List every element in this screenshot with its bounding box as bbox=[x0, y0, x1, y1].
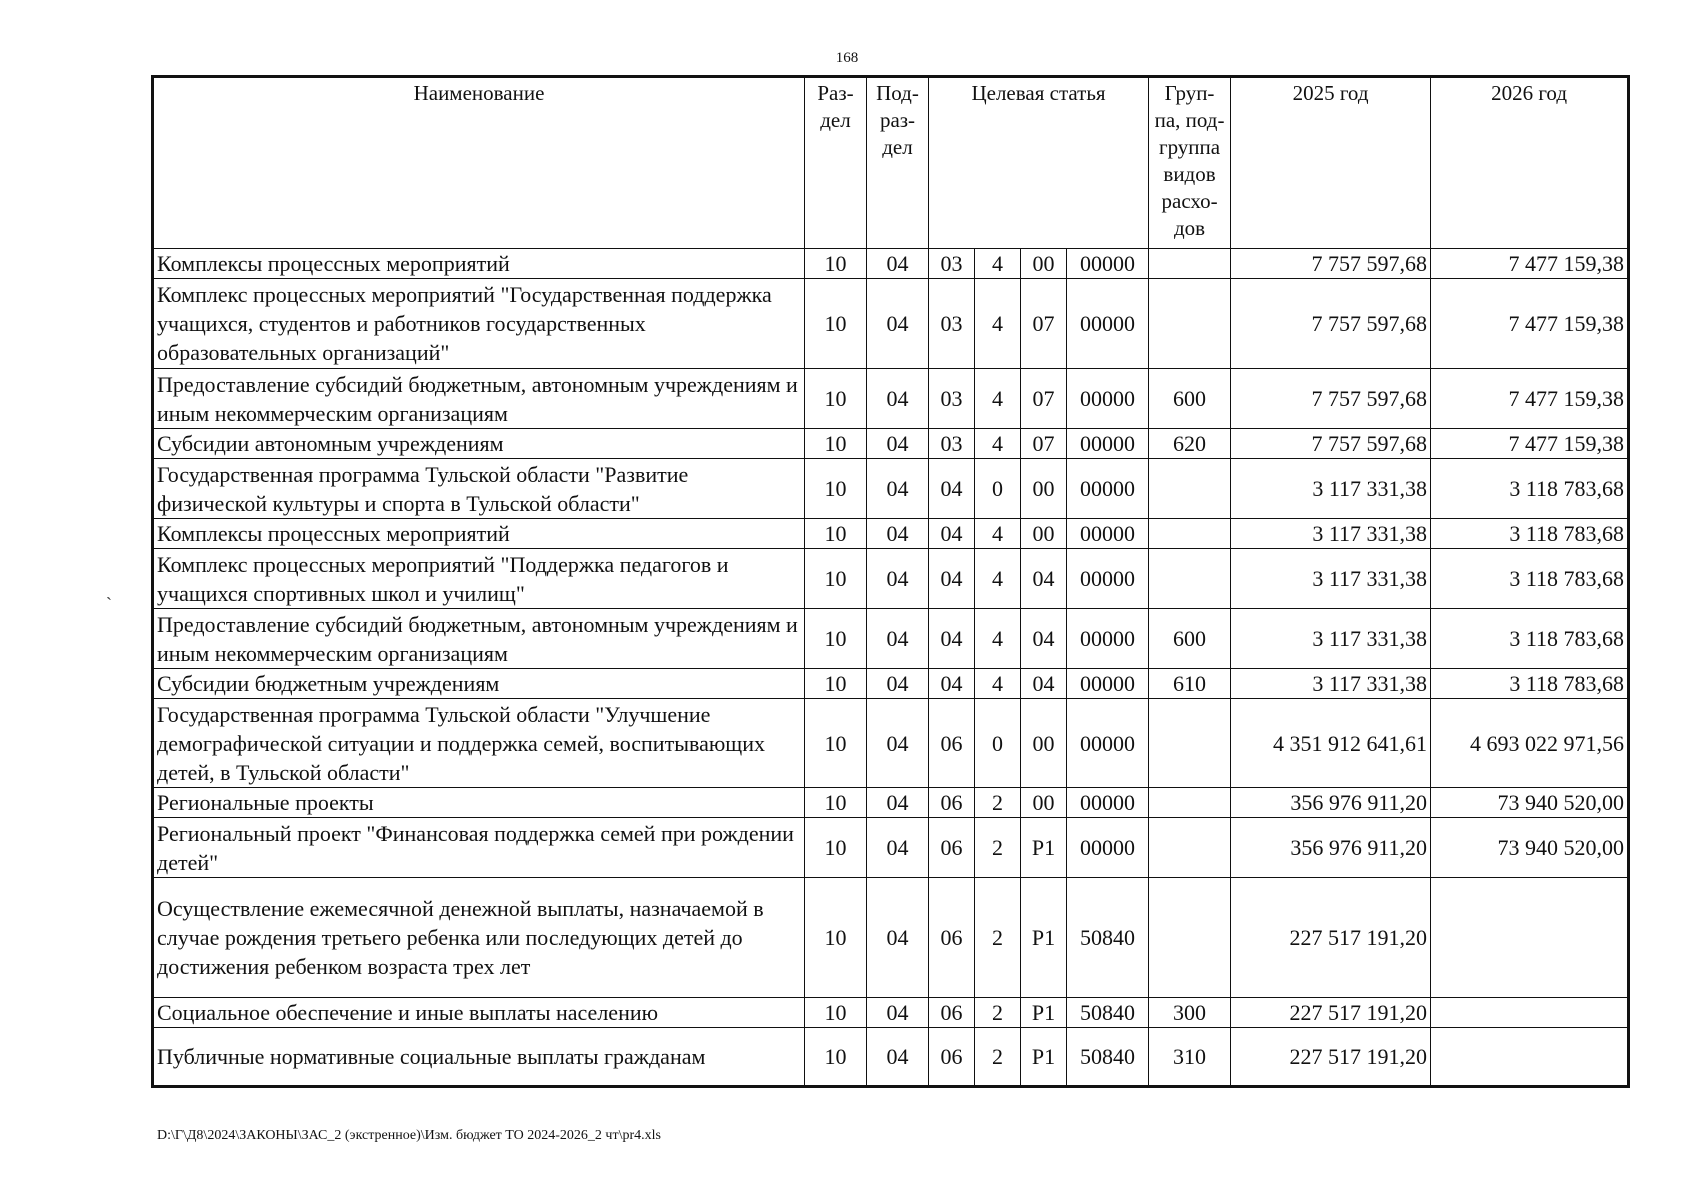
cell-name: Предоставление субсидий бюджетным, автономным учреждениям и иным некоммерческим организациям bbox=[153, 369, 805, 429]
cell-target-subprogram: P1 bbox=[1021, 1028, 1067, 1087]
scan-mark: ˏ bbox=[106, 580, 112, 600]
cell-group: 600 bbox=[1149, 369, 1231, 429]
cell-target-program: 04 bbox=[929, 549, 975, 609]
cell-2025: 3 117 331,38 bbox=[1231, 519, 1431, 549]
cell-podrazdel: 04 bbox=[867, 549, 929, 609]
cell-2025: 227 517 191,20 bbox=[1231, 998, 1431, 1028]
cell-name: Предоставление субсидий бюджетным, автономным учреждениям и иным некоммерческим организациям bbox=[153, 609, 805, 669]
table-row bbox=[153, 878, 1629, 998]
cell-2025: 7 757 597,68 bbox=[1231, 429, 1431, 459]
cell-2025: 7 757 597,68 bbox=[1231, 249, 1431, 279]
cell-name: Региональные проекты bbox=[153, 788, 805, 818]
cell-podrazdel: 04 bbox=[867, 519, 929, 549]
cell-name: Комплексы процессных мероприятий bbox=[153, 519, 805, 549]
cell-2025: 7 757 597,68 bbox=[1231, 279, 1431, 369]
cell-group bbox=[1149, 699, 1231, 788]
cell-podrazdel: 04 bbox=[867, 609, 929, 669]
cell-2025: 356 976 911,20 bbox=[1231, 818, 1431, 878]
cell-name: Комплекс процессных мероприятий "Государственная поддержка учащихся, студентов и работников государственных образовательных организаций" bbox=[153, 279, 805, 369]
header-podrazdel: Под- раз- дел bbox=[867, 77, 929, 249]
cell-target-program: 06 bbox=[929, 788, 975, 818]
cell-target-subprogram: 07 bbox=[1021, 369, 1067, 429]
cell-razdel: 10 bbox=[805, 998, 867, 1028]
page-number: 168 bbox=[835, 50, 859, 66]
cell-target-program: 04 bbox=[929, 519, 975, 549]
cell-target-program: 04 bbox=[929, 459, 975, 519]
cell-name: Государственная программа Тульской области "Улучшение демографической ситуации и поддержка семей, воспитывающих детей, в Тульской области" bbox=[153, 699, 805, 788]
cell-target-direction: 00000 bbox=[1067, 459, 1149, 519]
cell-name: Публичные нормативные социальные выплаты гражданам bbox=[153, 1028, 805, 1087]
cell-target-subprogram: P1 bbox=[1021, 878, 1067, 998]
cell-target-type: 2 bbox=[975, 818, 1021, 878]
cell-target-subprogram: 04 bbox=[1021, 669, 1067, 699]
cell-razdel: 10 bbox=[805, 249, 867, 279]
cell-group bbox=[1149, 459, 1231, 519]
cell-target-type: 4 bbox=[975, 279, 1021, 369]
table-row bbox=[153, 609, 1629, 669]
cell-2026: 3 118 783,68 bbox=[1431, 549, 1629, 609]
cell-2026: 7 477 159,38 bbox=[1431, 279, 1629, 369]
cell-2026: 3 118 783,68 bbox=[1431, 669, 1629, 699]
cell-group: 310 bbox=[1149, 1028, 1231, 1087]
cell-target-type: 4 bbox=[975, 519, 1021, 549]
cell-2026: 3 118 783,68 bbox=[1431, 459, 1629, 519]
cell-name: Осуществление ежемесячной денежной выплаты, назначаемой в случае рождения третьего ребенка или последующих детей до достижения ребенком возраста трех лет bbox=[153, 878, 805, 998]
cell-target-type: 4 bbox=[975, 669, 1021, 699]
cell-podrazdel: 04 bbox=[867, 788, 929, 818]
cell-2026: 73 940 520,00 bbox=[1431, 788, 1629, 818]
table-row bbox=[153, 519, 1629, 549]
table-row bbox=[153, 818, 1629, 878]
cell-podrazdel: 04 bbox=[867, 669, 929, 699]
cell-name: Субсидии автономным учреждениям bbox=[153, 429, 805, 459]
cell-group bbox=[1149, 249, 1231, 279]
cell-podrazdel: 04 bbox=[867, 369, 929, 429]
cell-2026 bbox=[1431, 998, 1629, 1028]
cell-target-type: 0 bbox=[975, 699, 1021, 788]
table-header-row bbox=[153, 77, 1629, 249]
cell-2025: 3 117 331,38 bbox=[1231, 609, 1431, 669]
cell-target-subprogram: 00 bbox=[1021, 519, 1067, 549]
cell-podrazdel: 04 bbox=[867, 249, 929, 279]
cell-target-subprogram: 07 bbox=[1021, 279, 1067, 369]
cell-target-direction: 50840 bbox=[1067, 1028, 1149, 1087]
cell-group: 620 bbox=[1149, 429, 1231, 459]
cell-group bbox=[1149, 818, 1231, 878]
cell-podrazdel: 04 bbox=[867, 818, 929, 878]
cell-target-type: 4 bbox=[975, 249, 1021, 279]
cell-2025: 7 757 597,68 bbox=[1231, 369, 1431, 429]
cell-target-type: 2 bbox=[975, 878, 1021, 998]
cell-podrazdel: 04 bbox=[867, 429, 929, 459]
cell-razdel: 10 bbox=[805, 818, 867, 878]
cell-name: Субсидии бюджетным учреждениям bbox=[153, 669, 805, 699]
cell-target-direction: 00000 bbox=[1067, 279, 1149, 369]
cell-target-direction: 00000 bbox=[1067, 519, 1149, 549]
table-row bbox=[153, 369, 1629, 429]
cell-target-subprogram: 07 bbox=[1021, 429, 1067, 459]
cell-podrazdel: 04 bbox=[867, 699, 929, 788]
file-path-footer: D:\Г\Д8\2024\ЗАКОНЫ\ЗАС_2 (экстренное)\Изм. бюджет ТО 2024-2026_2 чт\pr4.xls bbox=[157, 1128, 661, 1143]
cell-target-type: 2 bbox=[975, 788, 1021, 818]
cell-razdel: 10 bbox=[805, 549, 867, 609]
cell-target-subprogram: P1 bbox=[1021, 998, 1067, 1028]
cell-group bbox=[1149, 549, 1231, 609]
cell-2026: 3 118 783,68 bbox=[1431, 609, 1629, 669]
cell-name: Комплекс процессных мероприятий "Поддержка педагогов и учащихся спортивных школ и училищ" bbox=[153, 549, 805, 609]
cell-target-subprogram: 04 bbox=[1021, 549, 1067, 609]
cell-group bbox=[1149, 878, 1231, 998]
cell-podrazdel: 04 bbox=[867, 998, 929, 1028]
cell-razdel: 10 bbox=[805, 459, 867, 519]
table-row bbox=[153, 998, 1629, 1028]
cell-target-program: 03 bbox=[929, 279, 975, 369]
cell-razdel: 10 bbox=[805, 669, 867, 699]
cell-razdel: 10 bbox=[805, 609, 867, 669]
cell-razdel: 10 bbox=[805, 279, 867, 369]
table-row bbox=[153, 429, 1629, 459]
cell-group bbox=[1149, 788, 1231, 818]
cell-target-direction: 00000 bbox=[1067, 669, 1149, 699]
cell-target-direction: 00000 bbox=[1067, 609, 1149, 669]
cell-target-program: 03 bbox=[929, 369, 975, 429]
cell-target-program: 06 bbox=[929, 878, 975, 998]
cell-name: Комплексы процессных мероприятий bbox=[153, 249, 805, 279]
cell-target-type: 2 bbox=[975, 1028, 1021, 1087]
cell-2025: 3 117 331,38 bbox=[1231, 459, 1431, 519]
table-body bbox=[153, 249, 1629, 1087]
cell-target-program: 06 bbox=[929, 699, 975, 788]
cell-podrazdel: 04 bbox=[867, 459, 929, 519]
cell-target-type: 4 bbox=[975, 369, 1021, 429]
cell-podrazdel: 04 bbox=[867, 279, 929, 369]
cell-2025: 3 117 331,38 bbox=[1231, 549, 1431, 609]
cell-2025: 356 976 911,20 bbox=[1231, 788, 1431, 818]
cell-target-type: 0 bbox=[975, 459, 1021, 519]
cell-2025: 4 351 912 641,61 bbox=[1231, 699, 1431, 788]
cell-target-type: 2 bbox=[975, 998, 1021, 1028]
cell-target-program: 06 bbox=[929, 818, 975, 878]
cell-target-direction: 00000 bbox=[1067, 549, 1149, 609]
cell-razdel: 10 bbox=[805, 429, 867, 459]
cell-target-subprogram: 00 bbox=[1021, 699, 1067, 788]
cell-podrazdel: 04 bbox=[867, 878, 929, 998]
cell-target-program: 04 bbox=[929, 609, 975, 669]
cell-razdel: 10 bbox=[805, 699, 867, 788]
cell-target-program: 03 bbox=[929, 249, 975, 279]
table-row bbox=[153, 788, 1629, 818]
cell-2025: 3 117 331,38 bbox=[1231, 669, 1431, 699]
table-row bbox=[153, 459, 1629, 519]
cell-2026: 73 940 520,00 bbox=[1431, 818, 1629, 878]
table-row bbox=[153, 1028, 1629, 1087]
table-row bbox=[153, 699, 1629, 788]
cell-name: Региональный проект "Финансовая поддержка семей при рождении детей" bbox=[153, 818, 805, 878]
cell-razdel: 10 bbox=[805, 788, 867, 818]
header-name: Наименование bbox=[153, 77, 805, 249]
cell-2026: 7 477 159,38 bbox=[1431, 249, 1629, 279]
cell-razdel: 10 bbox=[805, 519, 867, 549]
cell-target-direction: 50840 bbox=[1067, 878, 1149, 998]
header-group: Груп- па, под- группа видов расхо- дов bbox=[1149, 77, 1231, 249]
cell-target-direction: 00000 bbox=[1067, 699, 1149, 788]
cell-group bbox=[1149, 519, 1231, 549]
cell-target-subprogram: 00 bbox=[1021, 459, 1067, 519]
cell-group: 610 bbox=[1149, 669, 1231, 699]
table-row bbox=[153, 249, 1629, 279]
cell-target-program: 06 bbox=[929, 1028, 975, 1087]
table-row bbox=[153, 549, 1629, 609]
cell-target-direction: 00000 bbox=[1067, 249, 1149, 279]
cell-target-type: 4 bbox=[975, 549, 1021, 609]
cell-target-direction: 00000 bbox=[1067, 788, 1149, 818]
cell-group bbox=[1149, 279, 1231, 369]
cell-2025: 227 517 191,20 bbox=[1231, 1028, 1431, 1087]
cell-target-type: 4 bbox=[975, 429, 1021, 459]
cell-name: Государственная программа Тульской области "Развитие физической культуры и спорта в Тульской области" bbox=[153, 459, 805, 519]
cell-group: 300 bbox=[1149, 998, 1231, 1028]
cell-target-subprogram: P1 bbox=[1021, 818, 1067, 878]
cell-razdel: 10 bbox=[805, 369, 867, 429]
cell-2026: 4 693 022 971,56 bbox=[1431, 699, 1629, 788]
header-razdel: Раз- дел bbox=[805, 77, 867, 249]
cell-target-direction: 00000 bbox=[1067, 429, 1149, 459]
cell-target-direction: 00000 bbox=[1067, 369, 1149, 429]
cell-2026: 3 118 783,68 bbox=[1431, 519, 1629, 549]
cell-2026 bbox=[1431, 878, 1629, 998]
cell-2025: 227 517 191,20 bbox=[1231, 878, 1431, 998]
cell-razdel: 10 bbox=[805, 1028, 867, 1087]
table-row bbox=[153, 669, 1629, 699]
cell-target-direction: 00000 bbox=[1067, 818, 1149, 878]
cell-target-program: 06 bbox=[929, 998, 975, 1028]
cell-2026: 7 477 159,38 bbox=[1431, 369, 1629, 429]
cell-group: 600 bbox=[1149, 609, 1231, 669]
cell-target-direction: 50840 bbox=[1067, 998, 1149, 1028]
cell-name: Социальное обеспечение и иные выплаты населению bbox=[153, 998, 805, 1028]
table-row bbox=[153, 279, 1629, 369]
cell-target-subprogram: 00 bbox=[1021, 788, 1067, 818]
cell-target-subprogram: 00 bbox=[1021, 249, 1067, 279]
budget-table bbox=[151, 75, 1630, 1088]
cell-target-type: 4 bbox=[975, 609, 1021, 669]
cell-2026 bbox=[1431, 1028, 1629, 1087]
cell-razdel: 10 bbox=[805, 878, 867, 998]
cell-2026: 7 477 159,38 bbox=[1431, 429, 1629, 459]
header-2026: 2026 год bbox=[1431, 77, 1629, 249]
cell-target-program: 03 bbox=[929, 429, 975, 459]
header-2025: 2025 год bbox=[1231, 77, 1431, 249]
cell-target-subprogram: 04 bbox=[1021, 609, 1067, 669]
cell-podrazdel: 04 bbox=[867, 1028, 929, 1087]
header-target: Целевая статья bbox=[929, 77, 1149, 249]
cell-target-program: 04 bbox=[929, 669, 975, 699]
